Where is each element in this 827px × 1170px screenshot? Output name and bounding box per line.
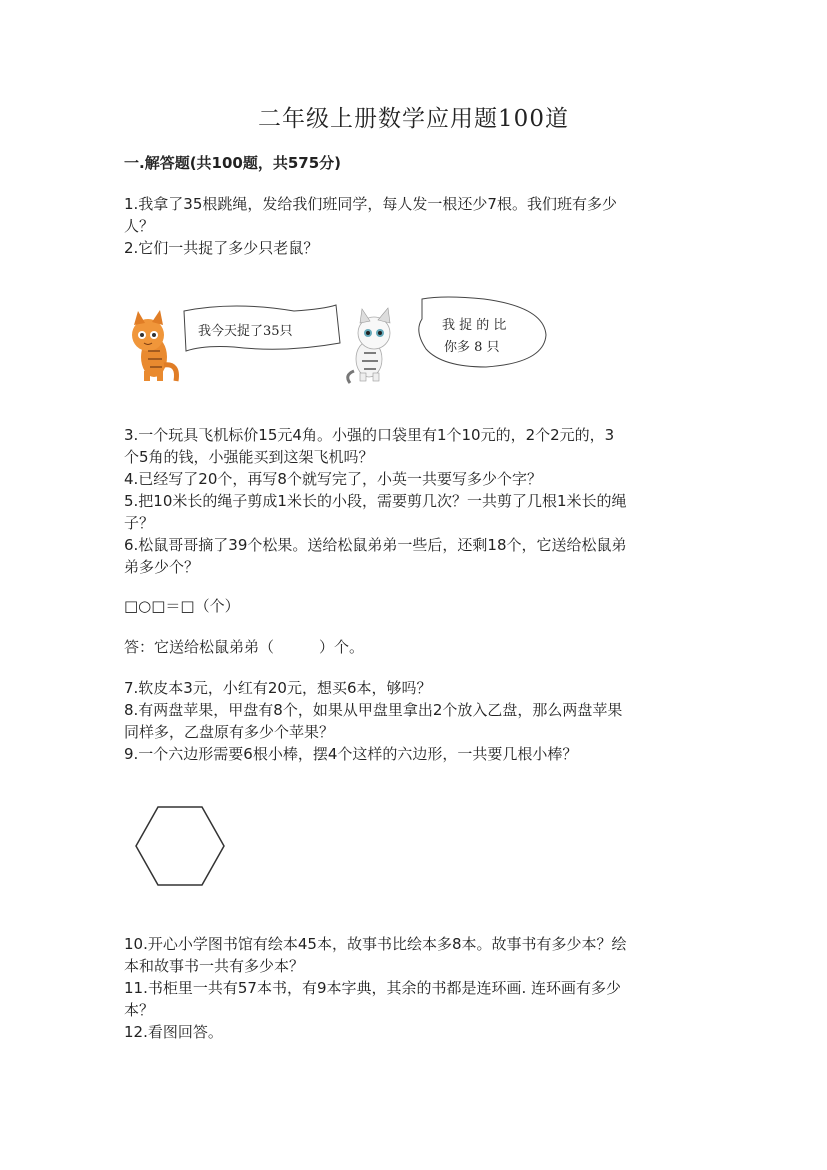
hexagon-shape [136,807,224,885]
question-11-line-2: 本？ [124,1001,155,1019]
question-6-answer-line: 答：它送给松鼠弟弟（ ）个。 [124,638,365,656]
question-6-line-2: 弟多少个？ [124,558,200,576]
question-6-line-1: 6.松鼠哥哥摘了39个松果。送给松鼠弟弟一些后，还剩18个，它送给松鼠弟 [124,536,627,554]
hexagon-figure [130,800,230,890]
white-cat-image [348,308,390,383]
question-10-line-1: 10.开心小学图书馆有绘本45本，故事书比绘本多8本。故事书有多少本？绘 [124,935,627,953]
question-3-line-2: 个5角的钱，小强能买到这架飞机吗？ [124,448,374,466]
cats-illustration [124,295,554,387]
speech-bubble-2-line-1: 我 捉 的 比 [442,318,507,333]
question-9-line-1: 9.一个六边形需要6根小棒，摆4个这样的六边形，一共要几根小棒？ [124,745,578,763]
question-4-line-1: 4.已经写了20个，再写8个就写完了，小英一共要写多少个字？ [124,470,542,488]
question-5-line-1: 5.把10米长的绳子剪成1米长的小段，需要剪几次？一共剪了几根1米长的绳 [124,492,627,510]
question-11-line-1: 11.书柜里一共有57本书，有9本字典，其余的书都是连环画. 连环画有多少 [124,979,622,997]
orange-cat-image [132,310,177,381]
speech-bubble-1-text: 我今天捉了35只 [198,324,293,339]
question-7-line-1: 7.软皮本3元，小红有20元，想买6本，够吗？ [124,679,432,697]
question-8-line-1: 8.有两盘苹果，甲盘有8个，如果从甲盘里拿出2个放入乙盘，那么两盘苹果 [124,701,623,719]
question-8-line-2: 同样多，乙盘原有多少个苹果？ [124,723,335,741]
page-title: 二年级上册数学应用题100道 [258,106,569,132]
speech-bubble-1 [184,305,340,351]
question-6-formula: □○□＝□（个） [124,597,240,615]
speech-bubble-2 [419,297,546,367]
question-12-line-1: 12.看图回答。 [124,1023,223,1041]
question-3-line-1: 3.一个玩具飞机标价15元4角。小强的口袋里有1个10元的，2个2元的，3 [124,426,615,444]
question-1-line-1: 1.我拿了35根跳绳，发给我们班同学，每人发一根还少7根。我们班有多少 [124,195,617,213]
speech-bubble-2-line-2: 你多 8 只 [444,340,500,355]
question-10-line-2: 本和故事书一共有多少本？ [124,957,305,975]
question-1-line-2: 人？ [124,217,155,235]
section-heading: 一.解答题(共100题，共575分) [124,154,342,172]
question-2-line-1: 2.它们一共捉了多少只老鼠？ [124,239,319,257]
question-5-line-2: 子？ [124,514,155,532]
